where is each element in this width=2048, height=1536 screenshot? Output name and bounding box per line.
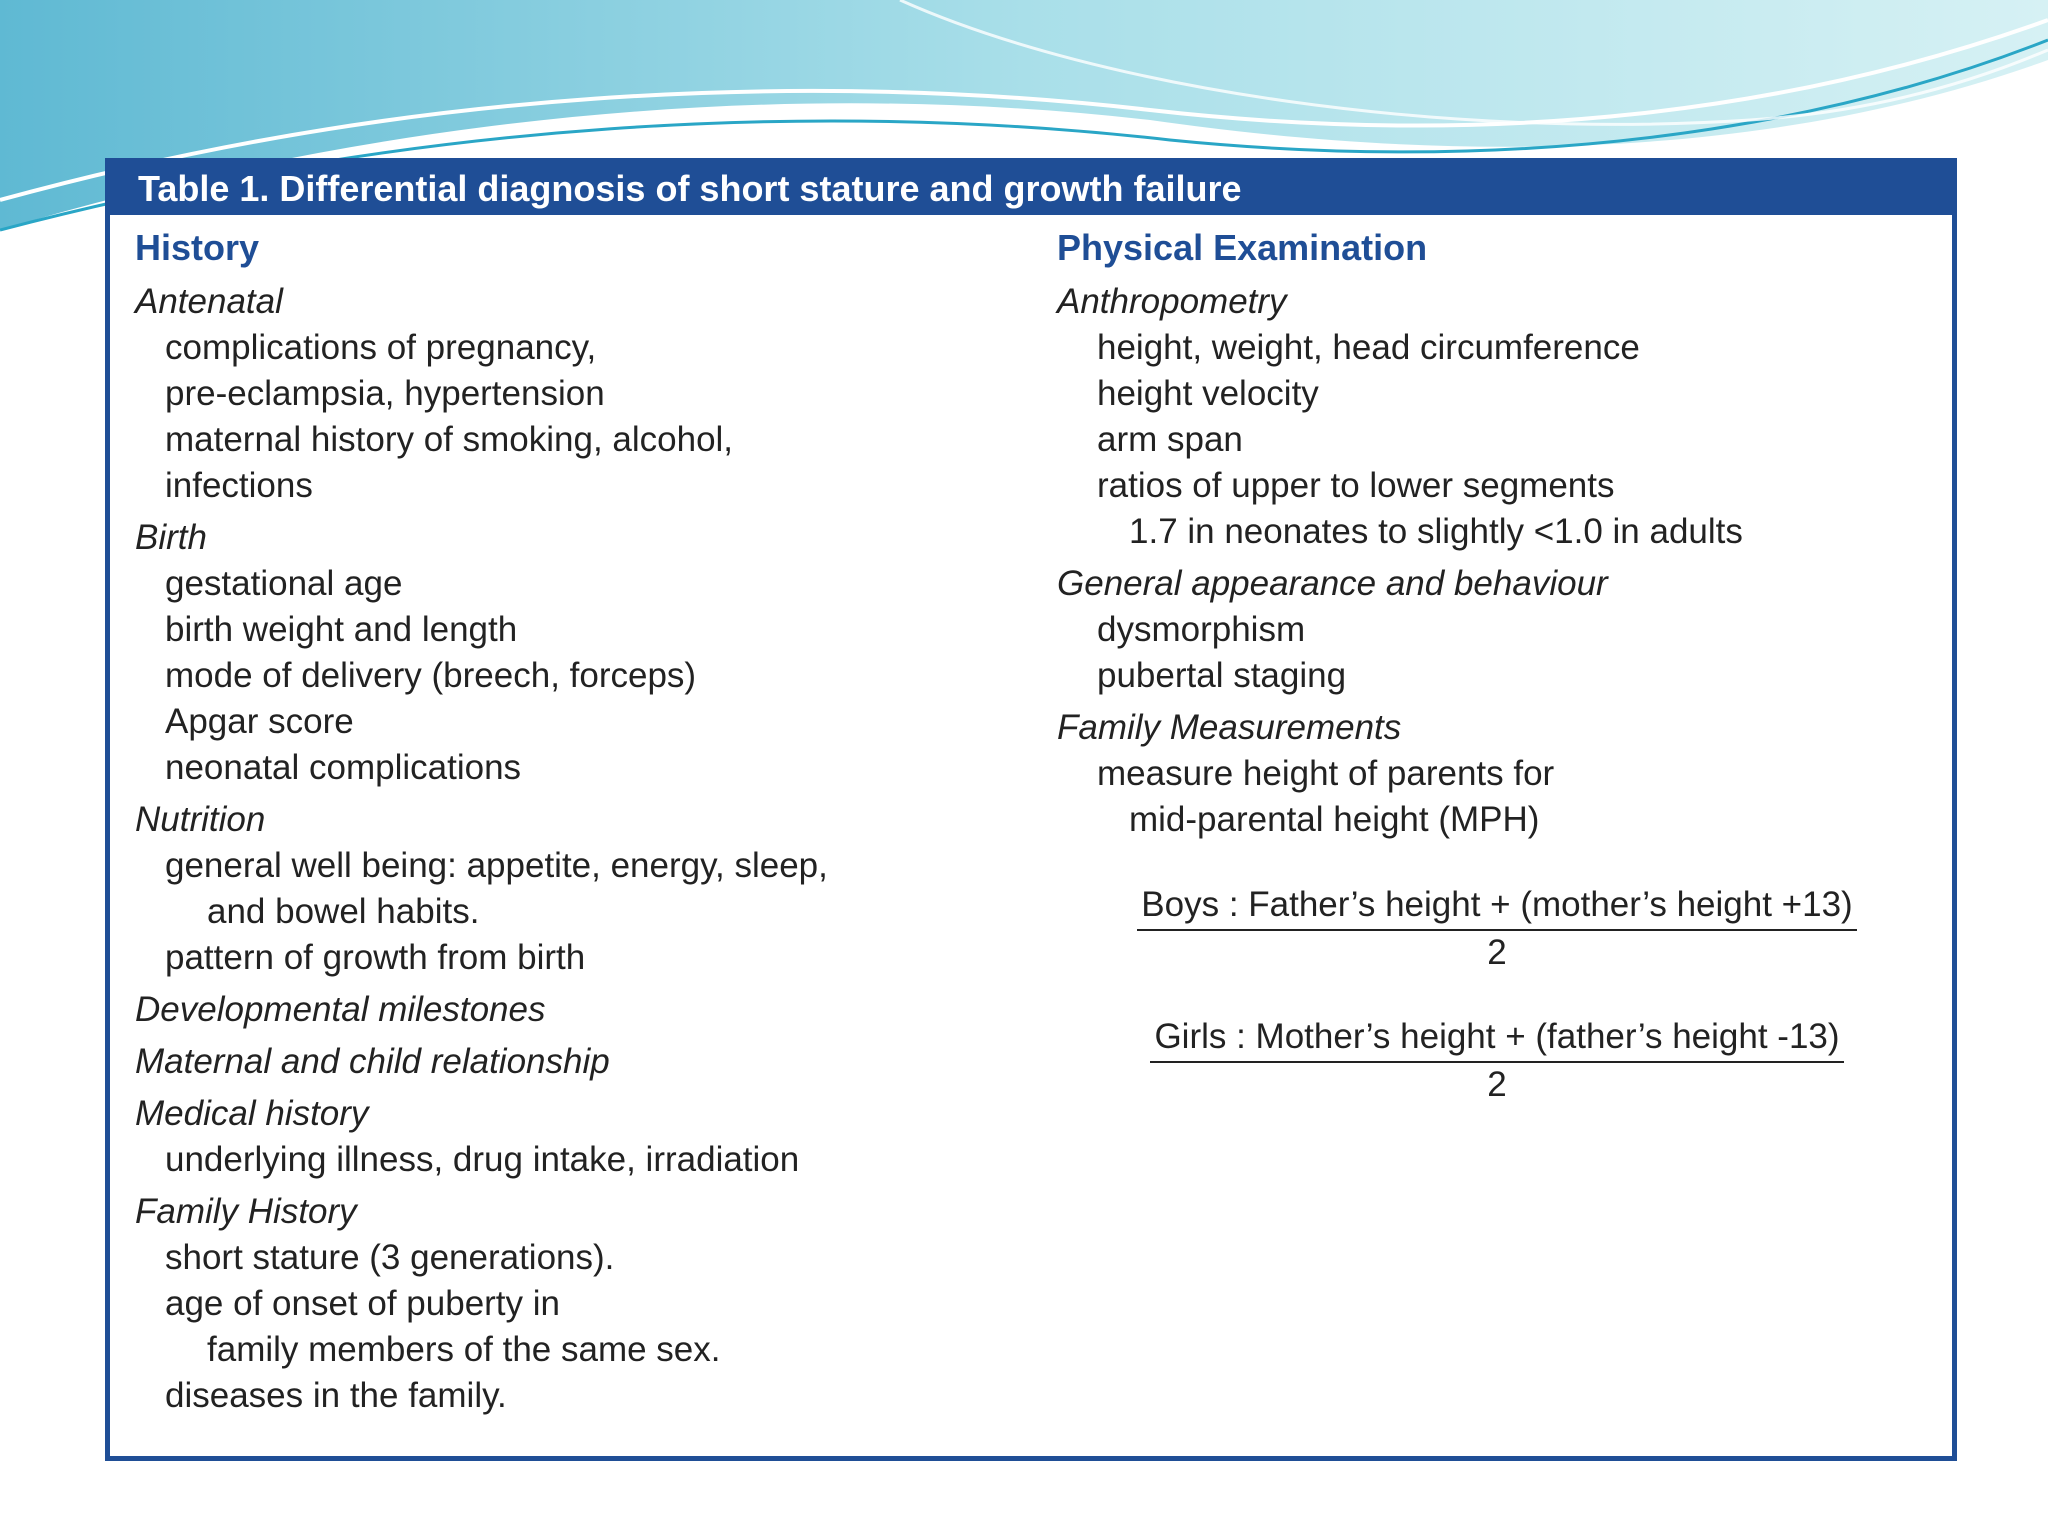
section (135, 1189, 1035, 1419)
section-item: general well being: appetite, energy, sleep, (165, 846, 828, 885)
section-title: Maternal and child relationship (135, 1042, 610, 1081)
section (135, 797, 1035, 981)
section-title: Nutrition (135, 800, 266, 839)
section (1057, 705, 1947, 843)
section-item: family members of the same sex. (207, 1330, 721, 1369)
section (135, 987, 1035, 1033)
physical-exam-heading: Physical Examination (1057, 227, 1428, 268)
section-item: mode of delivery (breech, forceps) (165, 656, 697, 695)
section (135, 279, 1035, 509)
formula-numerator: Boys : Father’s height + (mother’s height +13) (1137, 883, 1856, 931)
section-item: Apgar score (165, 702, 354, 741)
section-item: height, weight, head circumference (1097, 328, 1640, 367)
section-item: infections (165, 466, 313, 505)
table-title: Table 1. Differential diagnosis of short stature and growth failure (110, 163, 1952, 215)
section-item: birth weight and length (165, 610, 518, 649)
section-item: mid-parental height (MPH) (1129, 800, 1540, 839)
formula-denominator: 2 (1487, 1065, 1507, 1104)
section (1057, 561, 1947, 699)
section-item: pre-eclampsia, hypertension (165, 374, 605, 413)
section-title: Developmental milestones (135, 990, 546, 1029)
mph-formula (1057, 883, 1937, 975)
section-item: complications of pregnancy, (165, 328, 597, 367)
section-item: diseases in the family. (165, 1376, 507, 1415)
section-item: arm span (1097, 420, 1243, 459)
history-column (135, 223, 1035, 1419)
section-title: Family History (135, 1192, 357, 1231)
section-title: Family Measurements (1057, 708, 1402, 747)
mph-formula (1057, 1015, 1937, 1107)
section-item: pubertal staging (1097, 656, 1347, 695)
section-item: age of onset of puberty in (165, 1284, 560, 1323)
section-title: Medical history (135, 1094, 369, 1133)
section-item: 1.7 in neonates to slightly <1.0 in adults (1129, 512, 1743, 551)
section-title: Antenatal (135, 282, 283, 321)
history-heading: History (135, 227, 260, 268)
section-title: General appearance and behaviour (1057, 564, 1608, 603)
section-item: neonatal complications (165, 748, 522, 787)
section (135, 1091, 1035, 1183)
section-item: maternal history of smoking, alcohol, (165, 420, 734, 459)
section-item: measure height of parents for (1097, 754, 1555, 793)
section (135, 1039, 1035, 1085)
diagnosis-table (105, 158, 1957, 1461)
section-item: and bowel habits. (207, 892, 480, 931)
section-title: Birth (135, 518, 207, 557)
section (135, 515, 1035, 791)
section-title: Anthropometry (1057, 282, 1287, 321)
section-item: ratios of upper to lower segments (1097, 466, 1615, 505)
section (1057, 279, 1947, 555)
physical-exam-column (1057, 223, 1947, 1107)
section-item: gestational age (165, 564, 403, 603)
section-item: height velocity (1097, 374, 1319, 413)
section-item: dysmorphism (1097, 610, 1306, 649)
section-item: short stature (3 generations). (165, 1238, 615, 1277)
section-item: underlying illness, drug intake, irradiation (165, 1140, 800, 1179)
section-item: pattern of growth from birth (165, 938, 586, 977)
formula-denominator: 2 (1487, 933, 1507, 972)
formula-numerator: Girls : Mother’s height + (father’s height -13) (1150, 1015, 1843, 1063)
